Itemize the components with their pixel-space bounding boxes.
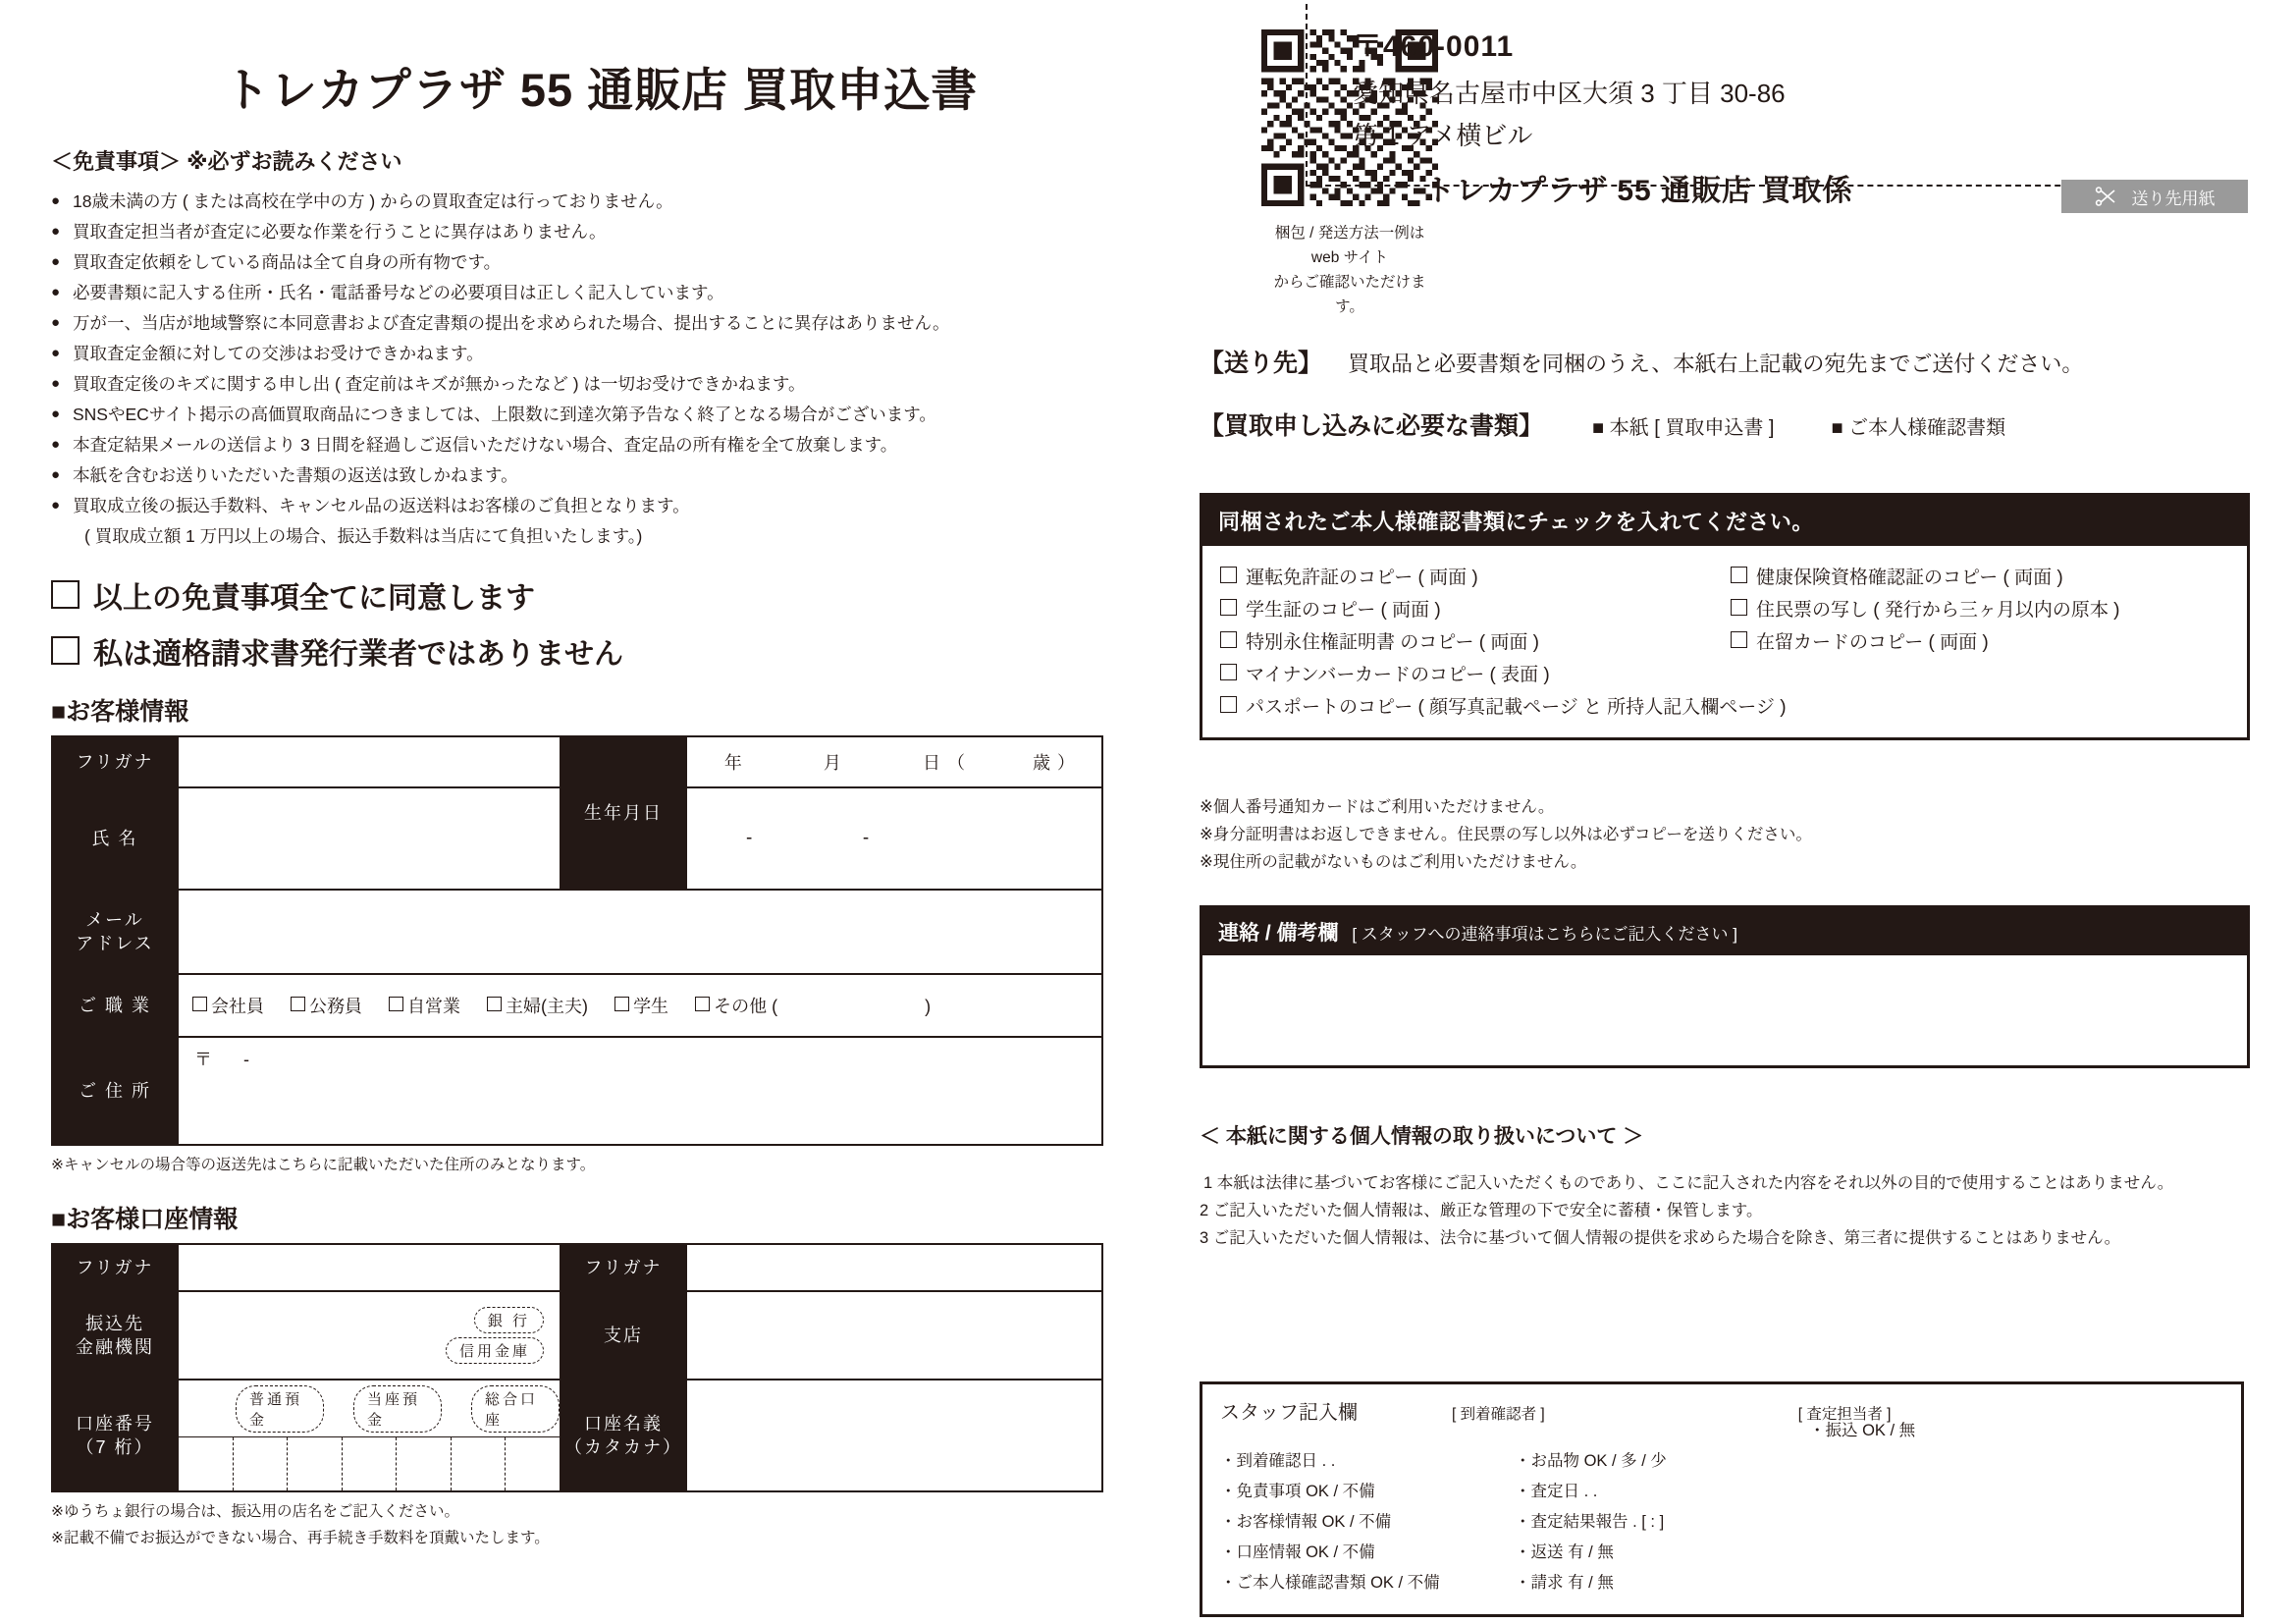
required-doc-form: ■ 本紙 [ 買取申込書 ] [1592, 417, 1775, 439]
dob-units [687, 749, 1101, 775]
input-furigana[interactable] [178, 736, 561, 787]
input-branch-furigana[interactable] [686, 1244, 1102, 1291]
disclaimer-subnote: ( 買取成立額 1 万円以上の場合、振込手数料は当店にて負担いたします。) [84, 526, 643, 546]
id-doc-drivers-license[interactable]: 運転免許証のコピー ( 両面 ) [1220, 562, 1731, 594]
input-address[interactable] [178, 1037, 1102, 1145]
memo-subtitle: [ スタッフへの連絡事項はこちらにご記入ください ] [1352, 925, 1737, 944]
id-documents-grid [1220, 562, 2229, 659]
id-documents-notes [1200, 793, 2244, 876]
label-furigana: フリガナ [52, 736, 178, 787]
destination-address-line2: 第 1 アメ横ビル [1353, 121, 1533, 150]
checkbox-icon[interactable] [1731, 599, 1747, 616]
dob-month: 月 [823, 752, 842, 773]
job-option-other[interactable]: その他 ( ) [695, 993, 931, 1018]
label-account-no-line1: 口座番号 [76, 1413, 154, 1434]
staff-column-1 [1220, 1446, 1515, 1598]
zip-mark: 〒 [194, 1049, 212, 1069]
checkbox-icon[interactable] [695, 997, 710, 1011]
staff-item[interactable]: ・返送 有 / 無 [1515, 1543, 1614, 1561]
agree-terms-checkbox[interactable] [51, 580, 80, 609]
disclaimer-item: ● 買取査定後のキズに関する申し出 ( 査定前はキズが無かったなど ) は一切お受けできかねます。 [51, 372, 1150, 398]
label-bank-furigana: フリガナ [52, 1244, 178, 1291]
input-name[interactable] [178, 787, 561, 890]
bank-note-2: ※記載不備でお振込ができない場合、再手続き手数料を頂戴いたします。 [51, 1529, 550, 1546]
label-account-no-line2: （7 桁） [76, 1436, 154, 1457]
account-digit-cells[interactable] [179, 1437, 560, 1490]
staff-entry-box [1200, 1381, 2244, 1617]
staff-item[interactable]: ・免責事項 OK / 不備 [1220, 1483, 1375, 1500]
required-doc-id: ■ ご本人様確認書類 [1831, 417, 2006, 439]
staff-item[interactable]: ・お品物 OK / 多 / 少 [1515, 1452, 1667, 1470]
agree-terms-label: 以上の免責事項全てに同意します [93, 581, 535, 615]
checkbox-icon[interactable] [1220, 696, 1237, 713]
table-row [52, 1037, 1102, 1145]
staff-item[interactable]: ・振込 OK / 無 [1809, 1422, 1916, 1439]
destination-address-line1: 愛知県名古屋市中区大須 3 丁目 30-86 [1353, 79, 1786, 108]
checkbox-icon[interactable] [1220, 664, 1237, 680]
memo-input-area[interactable] [1202, 955, 2247, 1065]
customer-section-title: ■お客様情報 [51, 697, 189, 726]
send-to-label: 【送り先】 [1200, 350, 1323, 377]
page-title: トレカプラザ 55 通販店 買取申込書 [223, 64, 979, 116]
disclaimer-item: ● SNSやECサイト掲示の高価買取商品につきましては、上限数に到達次第予告なく終了となる場合がございます。 [51, 403, 1150, 428]
disclaimer-item: ● 本査定結果メールの送信より 3 日間を経過しご返信いただけない場合、査定品の所有権を全て放棄します。 [51, 433, 1150, 459]
disclaimer-item: ● 買取査定金額に対しての交渉はお受けできかねます。 [51, 342, 1150, 367]
label-name: 氏 名 [52, 787, 178, 890]
input-dob[interactable] [686, 736, 1102, 787]
privacy-item-2: 2 ご記入いただいた個人情報は、厳正な管理の下で安全に蓄積・保管します。 [1200, 1202, 1763, 1219]
label-mail-line1: メール [85, 909, 144, 930]
disclaimer-item: ● 買取成立後の振込手数料、キャンセル品の返送料はお客様のご負担となります。 [51, 494, 1150, 519]
job-option-self-employed[interactable]: 自営業 [389, 993, 460, 1018]
tel-dash-1: - [746, 827, 755, 848]
checkbox-icon[interactable] [192, 997, 207, 1011]
staff-assessor-label: [ 査定担当者 ] [1797, 1406, 1892, 1423]
zip-line [179, 1038, 1101, 1071]
bank-table [51, 1243, 1103, 1492]
label-institution [52, 1291, 178, 1380]
job-checkbox-group[interactable] [178, 974, 1102, 1037]
label-holder-line1: 口座名義 [584, 1413, 663, 1434]
label-job: ご 職 業 [52, 974, 178, 1037]
label-institution-line2: 金融機関 [76, 1336, 154, 1357]
privacy-section [1200, 1095, 2244, 1252]
cut-here-tab [2061, 180, 2248, 213]
privacy-item-3: 3 ご記入いただいた個人情報は、法令に基づいて個人情報の提供を求めらた場合を除き、第三者に提供することはありません。 [1200, 1229, 2121, 1247]
customer-table [51, 735, 1103, 1146]
staff-checklist [1220, 1422, 2223, 1598]
pill-shinkin[interactable]: 信用金庫 [446, 1337, 544, 1364]
privacy-title: ＜ 本紙に関する個人情報の取り扱いについて ＞ [1200, 1125, 1644, 1148]
dob-age-close: ） [1057, 752, 1076, 773]
label-branch-furigana: フリガナ [561, 1244, 686, 1291]
disclaimer-list [51, 189, 1150, 550]
id-documents-body [1202, 546, 2247, 737]
checkbox-icon[interactable] [614, 997, 629, 1011]
customer-note: ※キャンセルの場合等の返送先はこちらに記載いただいた住所のみとなります。 [51, 1156, 596, 1173]
memo-title: 連絡 / 備考欄 [1218, 922, 1339, 945]
required-docs-label: 【買取申し込みに必要な書類】 [1200, 412, 1544, 440]
bank-note-1: ※ゆうちょ銀行の場合は、振込用の店名をご記入ください。 [51, 1502, 459, 1520]
pill-ordinary[interactable]: 普通預金 [236, 1385, 324, 1433]
id-documents-column-2 [1731, 562, 2120, 659]
not-qualified-invoice-checkbox[interactable] [51, 636, 80, 665]
staff-item[interactable]: ・査定日 . . [1515, 1483, 1598, 1500]
memo-box [1200, 905, 2250, 1068]
label-account-no [52, 1380, 178, 1491]
job-option-company[interactable]: 会社員 [192, 993, 264, 1018]
checkbox-icon[interactable] [1220, 631, 1237, 648]
dob-age-open: （ [946, 752, 966, 773]
account-digit-cell[interactable] [397, 1437, 452, 1490]
account-digit-cell[interactable] [506, 1437, 560, 1490]
required-docs-row [1200, 406, 2250, 442]
disclaimer-item: ● 万が一、当店が地域警察に本同意書および査定書類の提出を求められた場合、提出することに異存はありません。 [51, 311, 1150, 337]
job-options [179, 993, 1101, 1018]
id-doc-student-id[interactable]: 学生証のコピー ( 両面 ) [1220, 594, 1731, 626]
account-digit-cell[interactable] [234, 1437, 289, 1490]
id-doc-health-insurance[interactable]: 健康保険資格確認証のコピー ( 両面 ) [1731, 562, 2120, 594]
input-holder[interactable] [686, 1380, 1102, 1491]
disclaimer-item: ● 必要書類に記入する住所・氏名・電話番号などの必要項目は正しく記入しています。 [51, 281, 1150, 306]
id-note-3: ※現住所の記載がないものはご利用いただけません。 [1200, 853, 1587, 871]
checkbox-icon[interactable] [1220, 599, 1237, 616]
qr-caption-line1: 梱包 / 発送方法一例は web サイト [1274, 225, 1425, 266]
table-row [52, 1380, 1102, 1491]
right-column [1200, 0, 2250, 1624]
account-digit-cell[interactable] [452, 1437, 507, 1490]
send-to-text: 買取品と必要書類を同梱のうえ、本紙右上記載の宛先までご送付ください。 [1348, 352, 2084, 376]
label-mail [52, 890, 178, 974]
id-doc-special-permanent-resident[interactable]: 特別永住権証明書 のコピー ( 両面 ) [1220, 626, 1731, 659]
id-documents-extra [1220, 659, 2229, 724]
input-institution[interactable] [178, 1291, 561, 1380]
staff-title: スタッフ記入欄 [1220, 1402, 1358, 1424]
checkbox-icon[interactable] [487, 997, 502, 1011]
qr-caption-line2: からご確認いただけます。 [1273, 274, 1426, 315]
cut-tab-label: 送り先用紙 [2131, 189, 2216, 208]
checkbox-icon[interactable] [291, 997, 305, 1011]
checkbox-icon[interactable] [389, 997, 403, 1011]
agree-terms-row[interactable] [51, 573, 1150, 617]
account-digit-cell[interactable] [288, 1437, 343, 1490]
job-option-homemaker[interactable]: 主婦(主夫) [487, 993, 588, 1018]
table-row [52, 1291, 1102, 1380]
id-note-1: ※個人番号通知カードはご利用いただけません。 [1200, 798, 1555, 816]
label-branch: 支店 [561, 1291, 686, 1380]
table-row [52, 890, 1102, 974]
dob-year: 年 [723, 752, 743, 773]
staff-item[interactable]: ・請求 有 / 無 [1515, 1574, 1614, 1592]
label-mail-line2: アドレス [76, 933, 154, 953]
label-holder-line2: （カタカナ） [564, 1436, 682, 1457]
disclaimer-item: ● 18歳未満の方 ( または高校在学中の方 ) からの買取査定は行っておりません。 [51, 189, 1150, 215]
input-branch[interactable] [686, 1291, 1102, 1380]
memo-heading [1202, 908, 2247, 955]
id-doc-passport[interactable]: パスポートのコピー ( 顔写真記載ページ と 所持人記入欄ページ ) [1220, 691, 2229, 724]
label-address: ご 住 所 [52, 1037, 178, 1145]
bank-section-title: ■お客様口座情報 [51, 1205, 239, 1233]
send-to-row [1200, 344, 2250, 379]
account-type-pills [179, 1380, 560, 1437]
id-documents-column-1 [1220, 562, 1731, 659]
checkbox-icon[interactable] [1220, 567, 1237, 583]
staff-receiver-label: [ 到着確認者 ] [1452, 1406, 1545, 1423]
institution-type-pills [179, 1305, 560, 1366]
pill-general[interactable]: 総合口座 [471, 1385, 560, 1433]
id-note-2: ※身分証明書はお返しできません。住民票の写し以外は必ずコピーを送りください。 [1200, 826, 1812, 843]
label-holder [561, 1380, 686, 1491]
input-tel[interactable] [686, 787, 1102, 890]
label-institution-line1: 振込先 [85, 1313, 144, 1333]
id-documents-box [1200, 493, 2250, 740]
destination-shop-name: トレカプラザ 55 通販店 買取係 [1425, 175, 1853, 207]
id-documents-heading: 同梱されたご本人様確認書類にチェックを入れてください。 [1202, 496, 2247, 546]
staff-item[interactable]: ・口座情報 OK / 不備 [1220, 1543, 1375, 1561]
tel-dash-2: - [862, 827, 872, 848]
scissors-icon [2095, 187, 2118, 206]
disclaimer-item: ● 買取査定担当者が査定に必要な作業を行うことに異存はありません。 [51, 220, 1150, 245]
id-doc-residence-certificate[interactable]: 住民票の写し ( 発行から三ヶ月以内の原本 ) [1731, 594, 2120, 626]
input-bank-furigana[interactable] [178, 1244, 561, 1291]
account-digit-cell[interactable] [179, 1437, 234, 1490]
destination-zip: 〒460-0011 [1353, 30, 1515, 63]
privacy-item-1: 1 本紙は法律に基づいてお客様にご記入いただくものであり、ここに記入された内容をそれ以外の目的で使用することはありません。 [1203, 1174, 2174, 1192]
staff-column-3 [1809, 1416, 1915, 1598]
disclaimer-item: ● 本紙を含むお送りいただいた書類の返送は致しかねます。 [51, 463, 1150, 489]
dob-day: 日 [922, 752, 941, 773]
account-digit-cell[interactable] [343, 1437, 398, 1490]
staff-item[interactable]: ・査定結果報告 . [ : ] [1515, 1513, 1665, 1531]
staff-item[interactable]: ・到着確認日 . . [1220, 1452, 1336, 1470]
staff-item[interactable]: ・ご本人様確認書類 OK / 不備 [1220, 1574, 1440, 1592]
staff-item[interactable]: ・お客様情報 OK / 不備 [1220, 1513, 1392, 1531]
disclaimer-heading: ＜免責事項＞ ※必ずお読みください [51, 149, 402, 174]
zip-dash: - [243, 1049, 250, 1069]
input-mail[interactable] [178, 890, 1102, 974]
disclaimer-item: ● 買取査定依頼をしている商品は全て自身の所有物です。 [51, 250, 1150, 276]
pill-bank[interactable]: 銀 行 [474, 1307, 544, 1333]
checkbox-icon[interactable] [1731, 567, 1747, 583]
dob-age: 歳 [1032, 752, 1051, 773]
input-account-no[interactable] [178, 1380, 561, 1491]
id-doc-residence-card[interactable]: 在留カードのコピー ( 両面 ) [1731, 626, 2120, 659]
tel-separators [687, 828, 1101, 849]
not-qualified-invoice-row[interactable] [51, 629, 1150, 673]
checkbox-icon[interactable] [1731, 631, 1747, 648]
job-option-student[interactable]: 学生 [614, 993, 668, 1018]
pill-checking[interactable]: 当座預金 [353, 1385, 442, 1433]
table-row [52, 1244, 1102, 1291]
job-option-civil-servant[interactable]: 公務員 [291, 993, 362, 1018]
qr-caption [1261, 221, 1438, 319]
table-row [52, 736, 1102, 787]
staff-heading-row [1220, 1396, 2223, 1425]
id-doc-my-number-card[interactable]: マイナンバーカードのコピー ( 表面 ) [1220, 659, 2229, 691]
staff-column-2 [1515, 1446, 1809, 1598]
label-dob: 生年月日 [561, 736, 686, 890]
not-qualified-invoice-label: 私は適格請求書発行業者ではありません [93, 637, 623, 671]
left-column [51, 0, 1150, 1624]
table-row [52, 974, 1102, 1037]
